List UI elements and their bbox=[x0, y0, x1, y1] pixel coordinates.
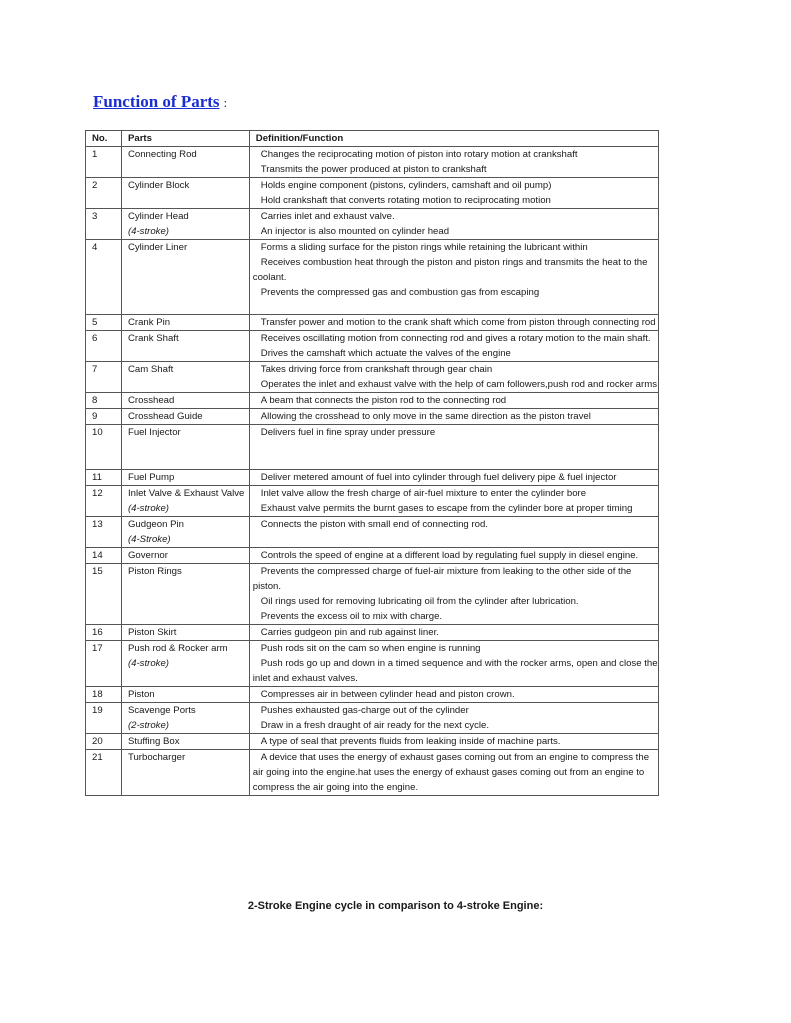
table-row bbox=[86, 564, 659, 625]
table-row bbox=[86, 209, 659, 240]
cell-no: 1 bbox=[86, 147, 122, 178]
cell-definition bbox=[249, 240, 658, 315]
part-name: Push rod & Rocker arm bbox=[127, 643, 228, 654]
definition-line: Drives the camshaft which actuate the valves of the engine bbox=[260, 348, 511, 359]
cell-part bbox=[121, 734, 249, 750]
definition-line: Pushes exhausted gas-charge out of the cylinder bbox=[260, 705, 469, 716]
table-row bbox=[86, 548, 659, 564]
table-row bbox=[86, 409, 659, 425]
table-header-row bbox=[86, 131, 659, 147]
cell-definition bbox=[249, 209, 658, 240]
definition-line: A type of seal that prevents fluids from leaking inside of machine parts. bbox=[260, 736, 561, 747]
definition-line: Delivers fuel in fine spray under pressure bbox=[260, 427, 436, 438]
cell-part bbox=[121, 641, 249, 687]
cell-definition bbox=[249, 393, 658, 409]
cell-part bbox=[121, 486, 249, 517]
cell-no: 14 bbox=[86, 548, 122, 564]
part-name: Scavenge Ports bbox=[127, 705, 196, 716]
cell-no: 7 bbox=[86, 362, 122, 393]
parts-table bbox=[85, 130, 659, 796]
part-stroke-note: (4-stroke) bbox=[127, 226, 169, 237]
part-name: Inlet Valve & Exhaust Valve bbox=[127, 488, 245, 499]
part-stroke-note: (4-Stroke) bbox=[127, 534, 171, 545]
cell-definition bbox=[249, 641, 658, 687]
cell-no: 6 bbox=[86, 331, 122, 362]
definition-line: Changes the reciprocating motion of piston into rotary motion at crankshaft bbox=[260, 149, 578, 160]
cell-no: 18 bbox=[86, 687, 122, 703]
cell-definition bbox=[249, 548, 658, 564]
part-stroke-note: (4-stroke) bbox=[127, 503, 169, 514]
definition-line: Allowing the crosshead to only move in the same direction as the piston travel bbox=[260, 411, 591, 422]
cell-definition bbox=[249, 331, 658, 362]
part-name: Crosshead Guide bbox=[127, 411, 203, 422]
table-row bbox=[86, 470, 659, 486]
cell-definition bbox=[249, 315, 658, 331]
page-title bbox=[93, 92, 227, 112]
cell-part bbox=[121, 750, 249, 796]
definition-line: Receives combustion heat through the piston and piston rings and transmits the heat to the coolant. bbox=[252, 257, 648, 283]
cell-definition bbox=[249, 486, 658, 517]
part-name: Governor bbox=[127, 550, 168, 561]
definition-line: A device that uses the energy of exhaust gases coming out from an engine to compress the air going into the engine.hat uses the energy of exhaust gases coming out from an engine to compress the air going into the engine. bbox=[252, 752, 650, 793]
definition-line: Draw in a fresh draught of air ready for the next cycle. bbox=[260, 720, 490, 731]
cell-no: 11 bbox=[86, 470, 122, 486]
section-heading: 2-Stroke Engine cycle in comparison to 4-stroke Engine: bbox=[247, 900, 544, 912]
cell-definition bbox=[249, 178, 658, 209]
part-stroke-note: (4-stroke) bbox=[127, 658, 169, 669]
part-name: Crank Pin bbox=[127, 317, 171, 328]
cell-no: 5 bbox=[86, 315, 122, 331]
header-no: No. bbox=[86, 131, 122, 147]
cell-part bbox=[121, 393, 249, 409]
definition-line: Oil rings used for removing lubricating oil from the cylinder after lubrication. bbox=[260, 596, 579, 607]
part-name: Piston Rings bbox=[127, 566, 182, 577]
definition-line: Deliver metered amount of fuel into cylinder through fuel delivery pipe & fuel injector bbox=[260, 472, 617, 483]
definition-line: Receives oscillating motion from connecting rod and gives a rotary motion to the main shaft. bbox=[260, 333, 651, 344]
definition-line: Transfer power and motion to the crank shaft which come from piston through connecting rod bbox=[260, 317, 656, 328]
cell-definition bbox=[249, 409, 658, 425]
cell-no: 10 bbox=[86, 425, 122, 470]
definition-line: Carries gudgeon pin and rub against liner. bbox=[260, 627, 439, 638]
cell-part bbox=[121, 209, 249, 240]
cell-definition bbox=[249, 703, 658, 734]
cell-no: 15 bbox=[86, 564, 122, 625]
cell-definition bbox=[249, 564, 658, 625]
cell-part bbox=[121, 425, 249, 470]
part-name: Crank Shaft bbox=[127, 333, 179, 344]
header-parts: Parts bbox=[121, 131, 249, 147]
cell-no: 16 bbox=[86, 625, 122, 641]
part-name: Piston Skirt bbox=[127, 627, 177, 638]
part-name: Turbocharger bbox=[127, 752, 186, 763]
cell-no: 13 bbox=[86, 517, 122, 548]
definition-line: Prevents the excess oil to mix with charge. bbox=[260, 611, 443, 622]
definition-line: Holds engine component (pistons, cylinders, camshaft and oil pump) bbox=[260, 180, 552, 191]
table-row bbox=[86, 393, 659, 409]
cell-definition bbox=[249, 750, 658, 796]
cell-no: 17 bbox=[86, 641, 122, 687]
part-name: Cylinder Head bbox=[127, 211, 189, 222]
definition-line: Forms a sliding surface for the piston rings while retaining the lubricant within bbox=[260, 242, 588, 253]
table-row bbox=[86, 425, 659, 470]
part-name: Cylinder Block bbox=[127, 180, 190, 191]
table-body bbox=[86, 147, 659, 796]
table-row bbox=[86, 315, 659, 331]
cell-definition bbox=[249, 734, 658, 750]
cell-part bbox=[121, 240, 249, 315]
cell-definition bbox=[249, 625, 658, 641]
part-name: Gudgeon Pin bbox=[127, 519, 184, 530]
table-row bbox=[86, 734, 659, 750]
part-name: Stuffing Box bbox=[127, 736, 180, 747]
definition-line: Prevents the compressed gas and combustion gas from escaping bbox=[260, 287, 540, 298]
cell-no: 2 bbox=[86, 178, 122, 209]
part-name: Cylinder Liner bbox=[127, 242, 188, 253]
cell-part bbox=[121, 409, 249, 425]
cell-definition bbox=[249, 687, 658, 703]
definition-line: Transmits the power produced at piston to crankshaft bbox=[260, 164, 487, 175]
cell-part bbox=[121, 703, 249, 734]
table-row bbox=[86, 641, 659, 687]
header-definition: Definition/Function bbox=[249, 131, 658, 147]
cell-definition bbox=[249, 147, 658, 178]
cell-part bbox=[121, 687, 249, 703]
definition-line: Takes driving force from crankshaft through gear chain bbox=[260, 364, 493, 375]
table-row bbox=[86, 240, 659, 315]
part-name: Piston bbox=[127, 689, 155, 700]
cell-part bbox=[121, 178, 249, 209]
cell-definition bbox=[249, 362, 658, 393]
title-text: Function of Parts bbox=[93, 92, 220, 111]
definition-line: Inlet valve allow the fresh charge of air-fuel mixture to enter the cylinder bore bbox=[260, 488, 587, 499]
definition-line: Carries inlet and exhaust valve. bbox=[260, 211, 395, 222]
part-name: Fuel Pump bbox=[127, 472, 175, 483]
definition-line: Hold crankshaft that converts rotating motion to reciprocating motion bbox=[260, 195, 551, 206]
table-row bbox=[86, 703, 659, 734]
cell-part bbox=[121, 315, 249, 331]
definition-line: Prevents the compressed charge of fuel-air mixture from leaking to the other side of the piston. bbox=[252, 566, 632, 592]
part-name: Crosshead bbox=[127, 395, 175, 406]
cell-definition bbox=[249, 517, 658, 548]
part-stroke-note: (2-stroke) bbox=[127, 720, 169, 731]
title-suffix: : bbox=[223, 95, 228, 110]
definition-line: Push rods sit on the cam so when engine is running bbox=[260, 643, 481, 654]
table-row bbox=[86, 362, 659, 393]
table-row bbox=[86, 331, 659, 362]
cell-no: 19 bbox=[86, 703, 122, 734]
table-row bbox=[86, 178, 659, 209]
cell-part bbox=[121, 548, 249, 564]
cell-no: 3 bbox=[86, 209, 122, 240]
definition-line: Compresses air in between cylinder head and piston crown. bbox=[260, 689, 515, 700]
cell-no: 20 bbox=[86, 734, 122, 750]
cell-part bbox=[121, 362, 249, 393]
cell-definition bbox=[249, 425, 658, 470]
cell-part bbox=[121, 331, 249, 362]
table-row bbox=[86, 147, 659, 178]
definition-line: An injector is also mounted on cylinder head bbox=[260, 226, 450, 237]
cell-no: 9 bbox=[86, 409, 122, 425]
definition-line: Operates the inlet and exhaust valve with the help of cam followers,push rod and rocker arms bbox=[260, 379, 657, 390]
cell-no: 4 bbox=[86, 240, 122, 315]
cell-no: 12 bbox=[86, 486, 122, 517]
table-row bbox=[86, 486, 659, 517]
table-row bbox=[86, 687, 659, 703]
table-row bbox=[86, 625, 659, 641]
table-row bbox=[86, 517, 659, 548]
definition-line: A beam that connects the piston rod to the connecting rod bbox=[260, 395, 507, 406]
definition-line: Push rods go up and down in a timed sequence and with the rocker arms, open and close the inlet and exhaust valves. bbox=[252, 658, 658, 684]
cell-no: 8 bbox=[86, 393, 122, 409]
definition-line: Connects the piston with small end of connecting rod. bbox=[260, 519, 488, 530]
cell-part bbox=[121, 470, 249, 486]
part-name: Fuel Injector bbox=[127, 427, 181, 438]
cell-no: 21 bbox=[86, 750, 122, 796]
cell-part bbox=[121, 564, 249, 625]
definition-line: Controls the speed of engine at a different load by regulating fuel supply in diesel engine. bbox=[260, 550, 639, 561]
part-name: Cam Shaft bbox=[127, 364, 174, 375]
cell-part bbox=[121, 147, 249, 178]
part-name: Connecting Rod bbox=[127, 149, 197, 160]
cell-part bbox=[121, 625, 249, 641]
definition-line: Exhaust valve permits the burnt gases to escape from the cylinder bore at proper timing bbox=[260, 503, 633, 514]
table-row bbox=[86, 750, 659, 796]
cell-part bbox=[121, 517, 249, 548]
cell-definition bbox=[249, 470, 658, 486]
